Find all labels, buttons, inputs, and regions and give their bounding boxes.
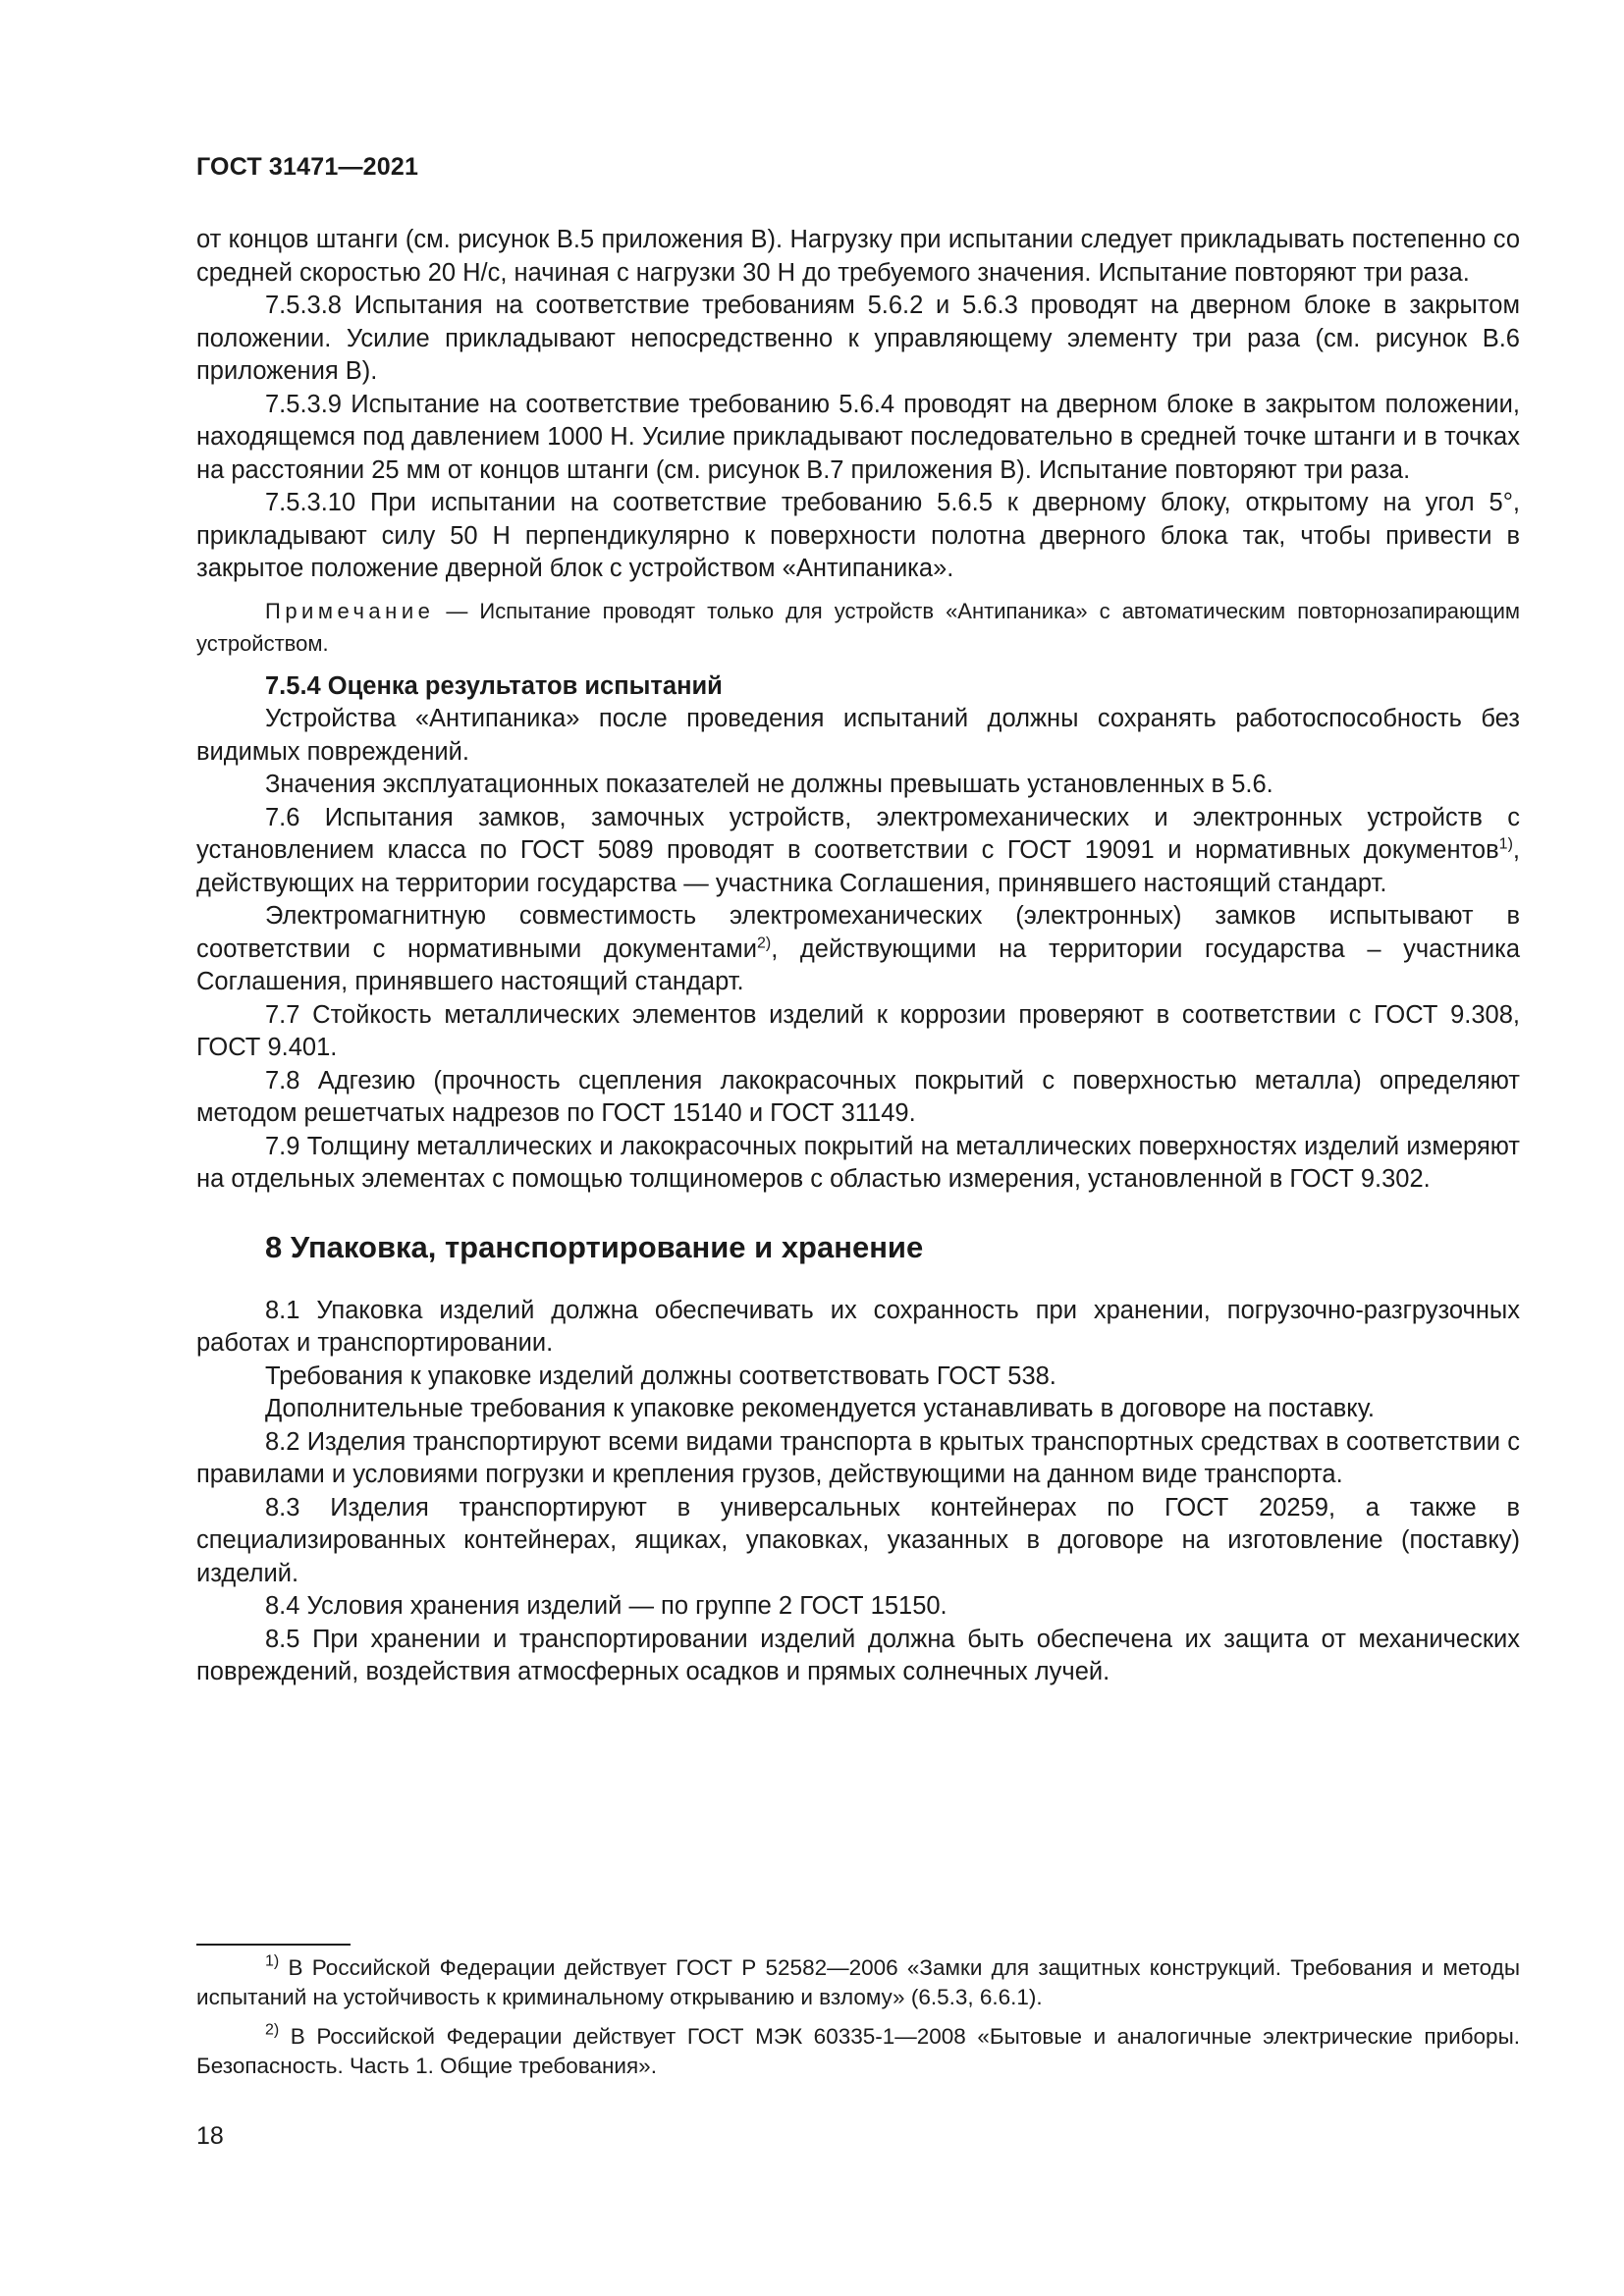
section-8-title: 8 Упаковка, транспортирование и хранение bbox=[265, 1229, 924, 1264]
page-number: 18 bbox=[196, 2122, 224, 2150]
footnote-1-text: В Российской Федерации действует ГОСТ Р 52582—2006 «Замки для защитных конструкций. Требования и методы испытаний на устойчивость к криминальному открыванию и взлому» (6.5.3, 6.6.1). bbox=[196, 1955, 1520, 2009]
paragraph-7-5-3-10: 7.5.3.10 При испытании на соответствие требованию 5.6.5 к дверному блоку, открытому на угол 5°, прикладывают силу 50 Н перпендикулярно к поверхности полотна дверного блока так, чтобы привести в закрытое положение дверной блок с устройством «Антипаника». bbox=[196, 489, 1520, 582]
body-text bbox=[196, 224, 1520, 1689]
paragraph-7-5-3-9: 7.5.3.9 Испытание на соответствие требованию 5.6.4 проводят на дверном блоке в закрытом положении, находящемся под давлением 1000 Н. Усилие прикладывают последовательно в средней точке штанги и в точках на расстоянии 25 мм от концов штанги (см. рисунок В.7 приложения В). Испытание повторяют три раза. bbox=[196, 390, 1520, 484]
paragraph-8-1: 8.1 Упаковка изделий должна обеспечивать их сохранность при хранении, погрузочно-разгрузочных работах и транспортировании. bbox=[196, 1296, 1520, 1357]
paragraph-performance-values: Значения эксплуатационных показателей не должны превышать установленных в 5.6. bbox=[265, 771, 1273, 798]
footnote-ref-2: 2) bbox=[756, 934, 772, 951]
footnote-ref-1: 1) bbox=[1498, 835, 1513, 853]
subheading-7-5-4: 7.5.4 Оценка результатов испытаний bbox=[265, 671, 723, 700]
paragraph-7-6-text-b: , действующих на территории государства — участника Соглашения, принявшего настоящий стандарт. bbox=[196, 836, 1520, 897]
paragraph-7-9: 7.9 Толщину металлических и лакокрасочных покрытий на металлических поверхностях изделий измеряют на отдельных элементах с помощью толщиномеров с областью измерения, установленной в ГОСТ 9.302. bbox=[196, 1132, 1520, 1193]
paragraph-packaging-requirements: Требования к упаковке изделий должны соответствовать ГОСТ 538. bbox=[265, 1362, 1056, 1390]
paragraph-7-8: 7.8 Адгезию (прочность сцепления лакокрасочных покрытий с поверхностью металла) определяют методом решетчатых надрезов по ГОСТ 15140 и ГОСТ 31149. bbox=[196, 1066, 1520, 1127]
document-header-code: ГОСТ 31471—2021 bbox=[196, 153, 419, 181]
footnote-2 bbox=[196, 2022, 1520, 2081]
paragraph-7-7: 7.7 Стойкость металлических элементов изделий к коррозии проверяют в соответствии с ГОСТ 9.308, ГОСТ 9.401. bbox=[196, 1000, 1520, 1061]
footnote-2-mark: 2) bbox=[265, 2021, 280, 2039]
note-label: Примечание bbox=[265, 598, 435, 623]
footnote-1-mark: 1) bbox=[265, 1952, 280, 1970]
footnote-divider bbox=[196, 1944, 351, 1946]
paragraph-emc bbox=[196, 900, 1520, 999]
footnote-2-text: В Российской Федерации действует ГОСТ МЭК 60335-1—2008 «Бытовые и аналогичные электрические приборы. Безопасность. Часть 1. Общие требования». bbox=[196, 2024, 1520, 2078]
note-text: — Испытание проводят только для устройств «Антипаника» с автоматическим повторнозапирающим устройством. bbox=[196, 598, 1520, 656]
paragraph-continuation: от концов штанги (см. рисунок В.5 приложения В). Нагрузку при испытании следует прикладывать постепенно со средней скоростью 20 Н/с, начиная с нагрузки 30 Н до требуемого значения. Испытание повторяют три раза. bbox=[196, 226, 1520, 287]
paragraph-8-2: 8.2 Изделия транспортируют всеми видами транспорта в крытых транспортных средствах в соответствии с правилами и условиями погрузки и крепления грузов, действующими на данном виде транспорта. bbox=[196, 1427, 1520, 1488]
paragraph-emc-text-a: Электромагнитную совместимость электромеханических (электронных) замков испытывают в соответствии с нормативными документами bbox=[196, 902, 1520, 963]
paragraph-7-6-text-a: 7.6 Испытания замков, замочных устройств, электромеханических и электронных устройств с установлением класса по ГОСТ 5089 проводят в соответствии с ГОСТ 19091 и нормативных документов bbox=[196, 803, 1520, 864]
paragraph-8-5: 8.5 При хранении и транспортировании изделий должна быть обеспечена их защита от механических повреждений, воздействия атмосферных осадков и прямых солнечных лучей. bbox=[196, 1625, 1520, 1685]
paragraph-8-3: 8.3 Изделия транспортируют в универсальных контейнерах по ГОСТ 20259, а также в специализированных контейнерах, ящиках, упаковках, указанных в договоре на изготовление (поставку) изделий. bbox=[196, 1493, 1520, 1587]
note-paragraph bbox=[196, 595, 1520, 660]
paragraph-antipanic-result: Устройства «Антипаника» после проведения испытаний должны сохранять работоспособность без видимых повреждений. bbox=[196, 705, 1520, 766]
paragraph-7-5-3-8: 7.5.3.8 Испытания на соответствие требованиям 5.6.2 и 5.6.3 проводят на дверном блоке в закрытом положении. Усилие прикладывают непосредственно к управляющему элементу три раза (см. рисунок В.6 приложения В). bbox=[196, 292, 1520, 385]
paragraph-8-4: 8.4 Условия хранения изделий — по группе 2 ГОСТ 15150. bbox=[265, 1592, 947, 1620]
paragraph-additional-requirements: Дополнительные требования к упаковке рекомендуется устанавливать в договоре на поставку. bbox=[265, 1395, 1376, 1422]
footnotes bbox=[196, 1953, 1520, 2081]
footnote-1 bbox=[196, 1953, 1520, 2012]
paragraph-emc-text-b: , действующими на территории государства – участника Соглашения, принявшего настоящий стандарт. bbox=[196, 934, 1521, 995]
paragraph-7-6 bbox=[196, 802, 1520, 901]
